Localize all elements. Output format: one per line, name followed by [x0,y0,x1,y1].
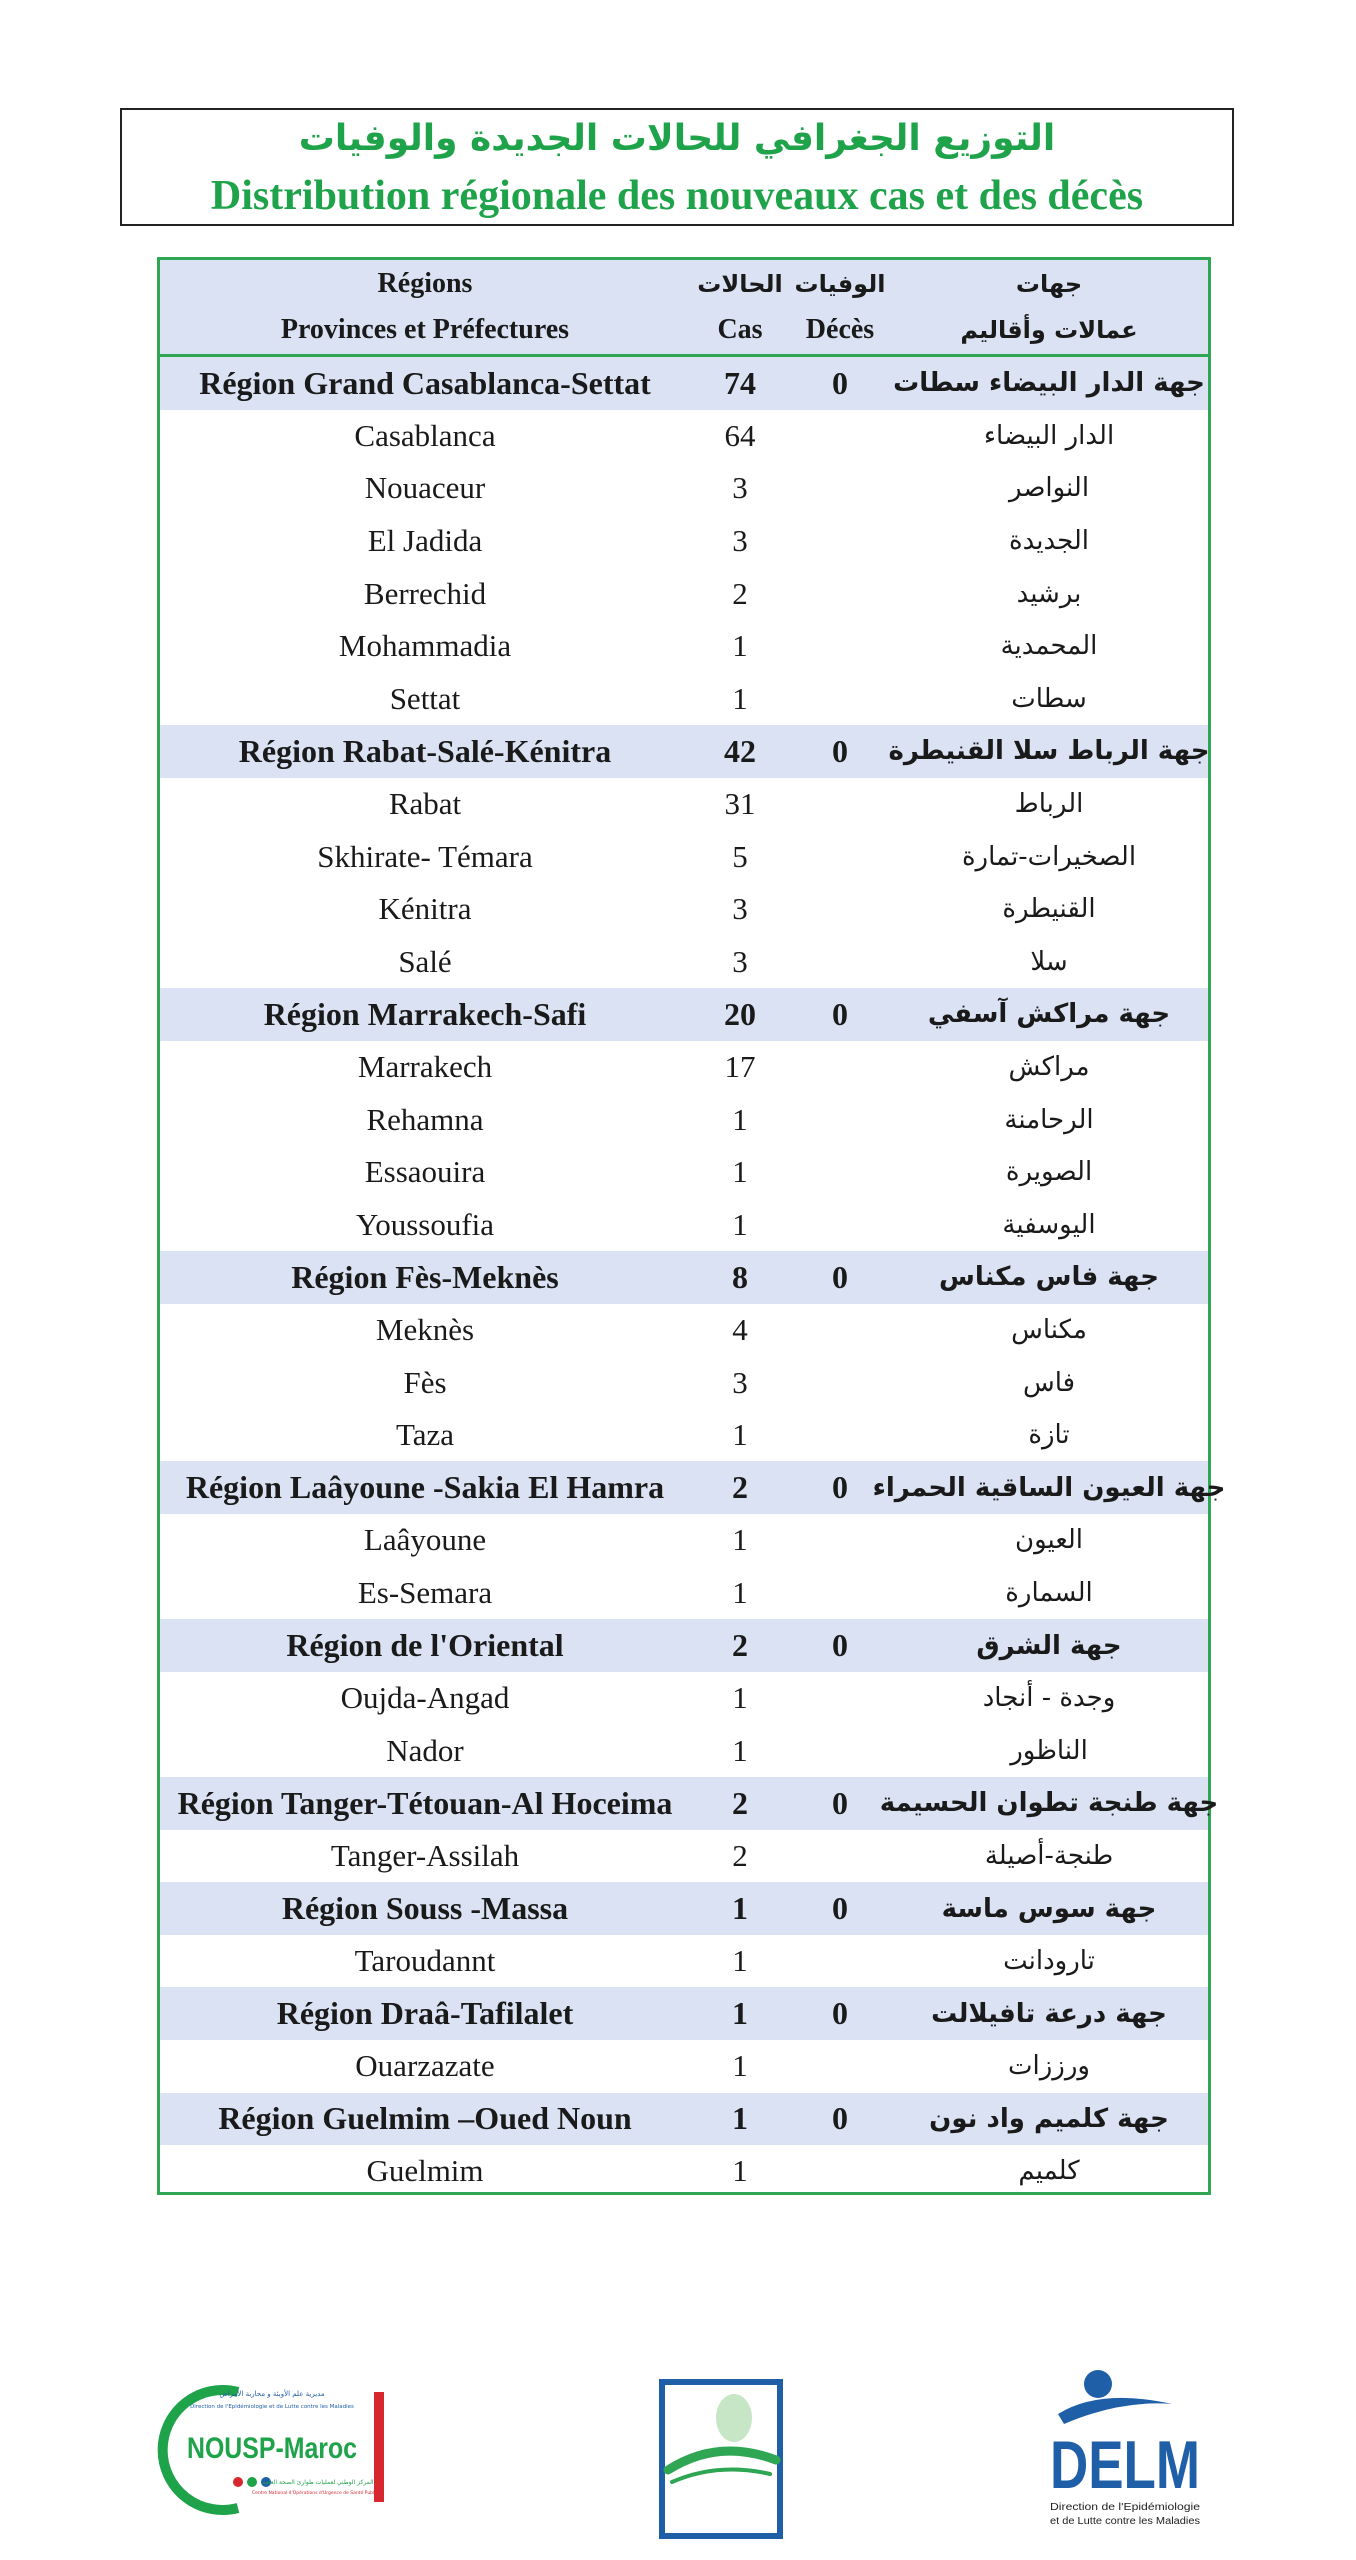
deaths-count [790,883,890,936]
province-row [160,1724,1208,1777]
province-name-ar: الرباط [1014,789,1084,820]
province-row [160,778,1208,831]
deaths-count: 0 [832,1784,848,1821]
province-row [160,1409,1208,1462]
cases-count: 1 [732,1206,748,1242]
province-name-ar: ورززات [1008,2051,1090,2082]
region-row [160,1461,1226,1514]
deaths-count: 0 [832,364,848,401]
header-deces [790,260,890,354]
region-name-ar: جهة الدار البيضاء سطات [893,368,1205,399]
province-row [160,883,1208,936]
nousp-dot-icon [233,2477,243,2487]
region-row [160,1777,1219,1830]
province-name-fr: Nador [386,1732,464,1768]
province-name-fr: Youssoufia [355,1206,495,1242]
delm-swoosh-icon [1058,2398,1172,2424]
province-name-fr: Guelmim [366,2153,484,2189]
province-row [160,936,1208,989]
region-name-fr: Région Grand Casablanca-Settat [199,364,651,401]
region-name-ar: جهة مراكش آسفي [927,999,1171,1030]
cases-count: 3 [732,470,748,506]
province-name-fr: Essaouira [364,1154,486,1190]
province-name-fr: Settat [389,680,461,716]
cases-count: 1 [732,628,748,664]
nousp-text-ar-top: مديرية علم الأوبئة و محاربة الأمراض [219,2390,325,2398]
region-row [160,1882,1208,1935]
region-row [160,1619,1208,1672]
header-regions-label: Régions [377,268,473,299]
deaths-count [790,778,890,831]
header-cas [690,260,790,354]
province-row [160,515,1208,568]
cases-count: 2 [732,575,748,611]
cases-count: 1 [732,1101,748,1137]
cases-count: 3 [732,523,748,559]
deaths-count [790,567,890,620]
province-row [160,2040,1208,2093]
deaths-count [790,1567,890,1620]
nousp-logo [168,2380,398,2520]
province-row [160,1935,1208,1988]
cases-count: 64 [724,417,756,453]
emblem-swoosh-icon [668,2451,776,2470]
province-name-fr: Skhirate- Témara [317,838,533,874]
province-name-fr: Rabat [388,786,462,822]
province-name-ar: القنيطرة [1002,894,1096,925]
deaths-count [790,1093,890,1146]
province-row [160,1304,1208,1357]
region-name-ar: جهة سوس ماسة [941,1893,1157,1924]
deaths-count [790,1199,890,1252]
region-row [160,988,1208,1041]
province-name-fr: Rehamna [366,1101,484,1137]
ministry-emblem-logo [658,2378,784,2540]
deaths-count: 0 [832,2100,848,2137]
cases-count: 74 [724,364,756,401]
province-name-fr: Ouarzazate [355,2048,495,2084]
province-name-fr: Fès [403,1364,447,1400]
deaths-count: 0 [832,995,848,1032]
province-name-fr: Nouaceur [364,470,486,506]
deaths-count [790,1672,890,1725]
table-body [160,357,1226,2198]
region-name-fr: Région Laâyoune -Sakia El Hamra [185,1469,665,1506]
nousp-text-fr-bottom: Centre National d'Opérations d'Urgence de Santé Publique [251,2491,385,2496]
province-name-fr: Salé [398,943,452,979]
table-header [160,260,1208,357]
deaths-count [790,1830,890,1883]
cases-count: 3 [732,1364,748,1400]
cases-count: 1 [732,1680,748,1716]
nousp-text-fr-top: Direction de l'Epidémiologie et de Lutte contre les Maladies [190,2404,354,2410]
cases-count: 1 [732,1154,748,1190]
cases-count: 1 [732,680,748,716]
cases-count: 1 [732,2153,748,2189]
cases-count: 2 [732,1784,748,1821]
header-regions-fr [160,260,690,354]
cases-count: 1 [732,2048,748,2084]
header-provinces-label: Provinces et Préfectures [280,314,570,345]
delm-head-icon [1084,2370,1112,2398]
province-name-ar: العيون [1014,1525,1084,1556]
province-name-fr: Marrakech [357,1049,493,1085]
deaths-count [790,410,890,463]
province-name-fr: Meknès [375,1311,475,1347]
cases-count: 1 [732,1574,748,1610]
region-name-fr: Région Rabat-Salé-Kénitra [238,732,612,769]
province-name-ar: الصخيرات-تمارة [961,841,1137,872]
province-name-fr: Taroudannt [354,1943,496,1979]
province-name-ar: سطات [1011,683,1087,714]
province-row [160,673,1208,726]
province-row [160,1567,1208,1620]
title-arabic: التوزيع الجغرافي للحالات الجديدة والوفيات [298,118,1056,159]
footer-logos [0,2350,1356,2560]
header-cas-ar: الحالات [697,270,783,298]
delm-logo [1040,2368,1210,2538]
province-row [160,1830,1208,1883]
region-row [160,725,1208,778]
header-regions-ar [890,260,1208,354]
province-name-fr: Es-Semara [357,1574,493,1610]
region-name-ar: جهة الشرق [976,1630,1122,1661]
delm-name: DELM [1050,2427,1200,2503]
deaths-count: 0 [832,1258,848,1295]
region-row [160,357,1208,410]
deaths-count [790,2040,890,2093]
province-name-fr: Laâyoune [363,1522,487,1558]
nousp-dot-icon [247,2477,257,2487]
cases-count: 20 [724,995,756,1032]
deaths-count: 0 [832,1995,848,2032]
province-row [160,2145,1208,2198]
province-name-fr: Mohammadia [338,628,512,664]
deaths-count [790,515,890,568]
region-row [160,1251,1208,1304]
province-name-ar: الدار البيضاء [983,420,1115,451]
deaths-count [790,830,890,883]
region-name-fr: Région de l'Oriental [286,1627,564,1664]
province-row [160,1356,1208,1409]
province-name-ar: كلميم [1018,2156,1080,2187]
deaths-count [790,1304,890,1357]
province-row [160,410,1208,463]
province-name-ar: الناظور [1010,1735,1088,1766]
province-row [160,1093,1208,1146]
province-name-ar: الجديدة [1008,526,1090,557]
region-name-ar: جهة كلميم واد نون [929,2103,1169,2134]
cases-count: 1 [732,1732,748,1768]
nousp-text-ar-bottom: المركز الوطني لعمليات طوارئ الصحة العامة [262,2479,374,2486]
delm-subtitle-line1: Direction de l'Epidémiologie [1050,2502,1201,2513]
province-name-ar: المحمدية [1000,631,1098,662]
delm-subtitle-line2: et de Lutte contre les Maladies [1050,2516,1200,2527]
cases-count: 2 [732,1627,748,1664]
province-name-ar: تازة [1028,1420,1070,1451]
deaths-count [790,1935,890,1988]
deaths-count [790,673,890,726]
cases-count: 2 [732,1469,748,1506]
deaths-count [790,620,890,673]
province-row [160,567,1208,620]
region-name-ar: جهة الرباط سلا القنيطرة [888,736,1210,767]
province-name-fr: Casablanca [354,417,496,453]
province-name-ar: النواصر [1008,473,1090,504]
province-name-fr: Kénitra [378,891,472,927]
distribution-table [157,257,1226,2195]
province-row [160,830,1208,883]
province-name-ar: برشيد [1016,578,1082,609]
province-name-fr: Oujda-Angad [340,1680,510,1716]
region-row [160,1987,1208,2040]
province-name-fr: Taza [395,1417,455,1453]
province-row [160,1672,1208,1725]
province-name-ar: مراكش [1008,1052,1090,1083]
region-name-ar: جهة العيون الساقية الحمراء [872,1472,1226,1503]
province-name-ar: وجدة - أنجاد [982,1683,1116,1714]
deaths-count [790,1356,890,1409]
deaths-count [790,1724,890,1777]
cases-count: 1 [732,1522,748,1558]
header-deces-fr: Décès [805,314,875,345]
cases-count: 5 [732,838,748,874]
emblem-leaf-icon [716,2394,752,2442]
region-name-fr: Région Tanger-Tétouan-Al Hoceima [177,1784,673,1821]
province-row [160,462,1208,515]
province-name-ar: السمارة [1005,1577,1093,1608]
region-row [160,2093,1208,2146]
deaths-count: 0 [832,1890,848,1927]
cases-count: 1 [732,2100,748,2137]
cases-count: 8 [732,1258,748,1295]
province-name-ar: طنجة-أصيلة [984,1840,1114,1871]
header-deces-ar: الوفيات [794,270,886,298]
deaths-count [790,462,890,515]
cases-count: 1 [732,1417,748,1453]
deaths-count: 0 [832,1469,848,1506]
region-name-fr: Région Souss -Massa [281,1890,569,1927]
emblem-swoosh-icon [672,2470,770,2483]
cases-count: 3 [732,891,748,927]
province-name-fr: Berrechid [363,575,487,611]
deaths-count: 0 [832,1627,848,1664]
province-name-fr: Tanger-Assilah [330,1837,520,1873]
province-row [160,620,1208,673]
cases-count: 31 [724,786,756,822]
cases-count: 3 [732,943,748,979]
header-cas-fr: Cas [717,314,763,345]
title-box [120,108,1234,226]
deaths-count [790,1514,890,1567]
nousp-name: NOUSP-Maroc [187,2432,357,2465]
region-name-ar: جهة طنجة تطوان الحسيمة [879,1788,1219,1819]
deaths-count [790,1409,890,1462]
province-name-ar: الرحامنة [1004,1104,1094,1135]
cases-count: 42 [724,732,756,769]
region-name-ar: جهة فاس مكناس [939,1262,1159,1293]
region-name-fr: Région Draâ-Tafilalet [276,1995,574,2032]
region-name-ar: جهة درعة تافيلالت [931,1998,1167,2029]
province-name-ar: سلا [1030,946,1068,977]
province-row [160,1146,1208,1199]
province-row [160,1199,1208,1252]
province-row [160,1041,1208,1094]
header-provinces-ar-label: عمالات وأقاليم [960,316,1138,344]
province-name-fr: El Jadida [367,523,483,559]
province-name-ar: فاس [1022,1367,1076,1398]
cases-count: 1 [732,1995,748,2032]
region-name-fr: Région Guelmim –Oued Noun [218,2100,632,2137]
cases-count: 1 [732,1943,748,1979]
province-name-ar: تارودانت [1003,1946,1095,1977]
header-regions-ar-label: جهات [1015,270,1083,298]
region-name-fr: Région Fès-Meknès [291,1258,559,1295]
province-name-ar: الصويرة [1005,1157,1093,1188]
cases-count: 1 [732,1890,748,1927]
region-name-fr: Région Marrakech-Safi [263,995,587,1032]
province-row [160,1514,1208,1567]
deaths-count [790,2145,890,2198]
nousp-red-bar [374,2392,384,2502]
deaths-count: 0 [832,732,848,769]
province-name-ar: مكناس [1011,1314,1087,1345]
title-french: Distribution régionale des nouveaux cas et des décès [210,173,1144,219]
cases-count: 4 [732,1311,748,1347]
deaths-count [790,1041,890,1094]
deaths-count [790,936,890,989]
cases-count: 2 [732,1837,748,1873]
province-name-ar: اليوسفية [1002,1209,1096,1240]
cases-count: 17 [724,1049,756,1085]
deaths-count [790,1146,890,1199]
